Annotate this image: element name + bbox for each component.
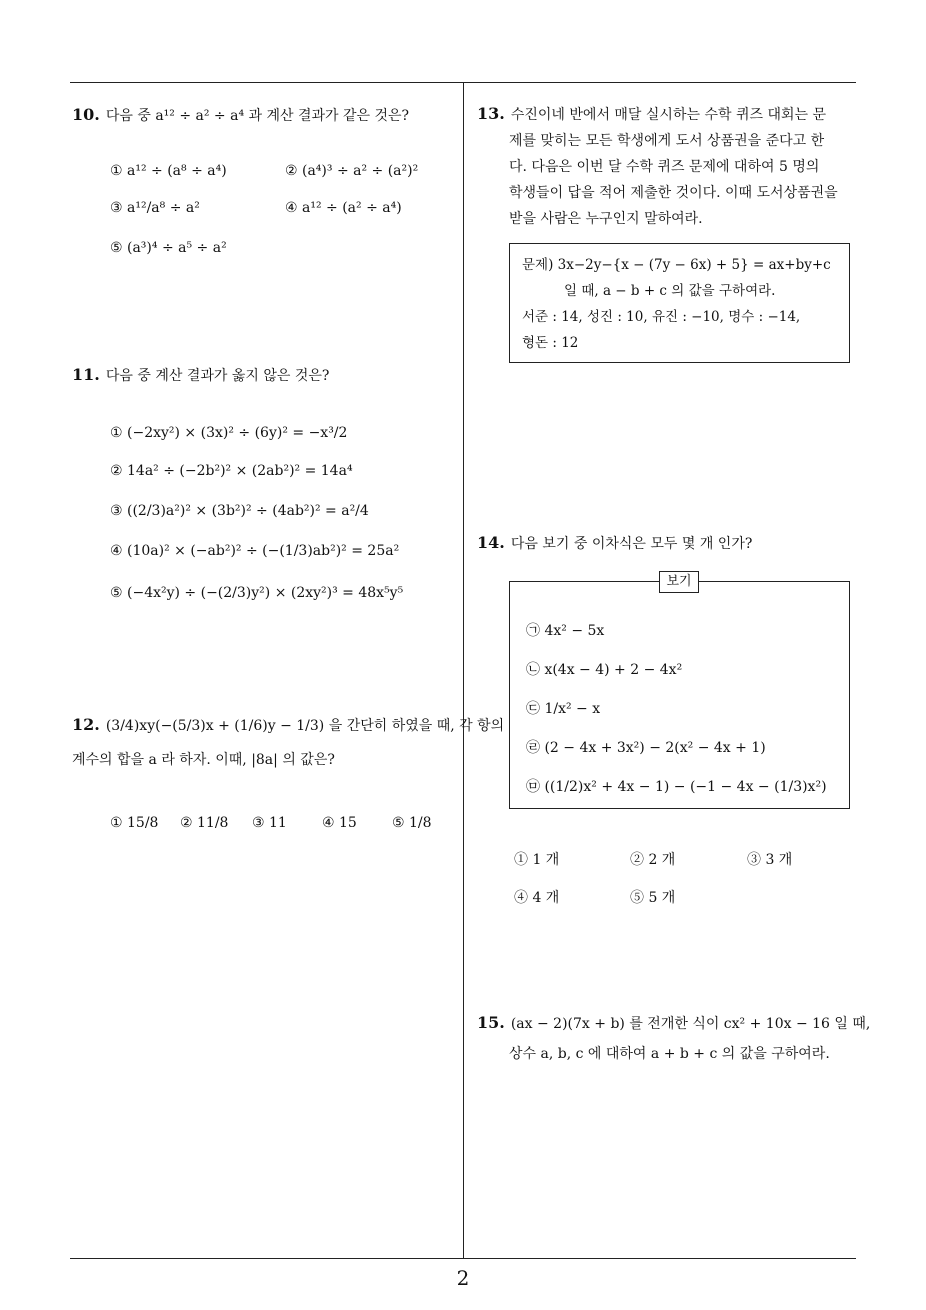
- bogi-item-1: ㉠ 4x² − 5x: [526, 623, 605, 639]
- q10-option-5[interactable]: ⑤ (a³)⁴ ÷ a⁵ ÷ a²: [110, 240, 227, 256]
- q12-option-2[interactable]: ② 11/8: [180, 815, 229, 831]
- page-number: 2: [456, 1266, 470, 1290]
- question-13: [477, 101, 862, 232]
- bottom-rule: [70, 1258, 856, 1259]
- question-number: 10.: [72, 105, 100, 124]
- box-line-1: 문제) 3x−2y−{x − (7y − 6x) + 5} = ax+by+c: [522, 257, 831, 273]
- question-15: [477, 1010, 871, 1067]
- question-text-line-1: (3/4)xy(−(5/3)x + (1/6)y − 1/3) 을 간단히 하였을 때, 각 항의: [105, 718, 505, 734]
- q11-option-2[interactable]: ② 14a² ÷ (−2b²)² × (2ab²)² = 14a⁴: [110, 463, 353, 479]
- question-10: [72, 102, 457, 129]
- question-line-3: 다. 다음은 이번 달 수학 퀴즈 문제에 대하여 5 명의: [509, 159, 820, 175]
- q12-option-3[interactable]: ③ 11: [252, 815, 287, 831]
- column-divider: [463, 83, 464, 1258]
- q13-problem-box: [509, 243, 850, 363]
- question-14: [477, 530, 862, 557]
- question-text-line-2: 계수의 합을 a 라 하자. 이때, |8a| 의 값은?: [72, 752, 335, 768]
- question-line-5: 받을 사람은 누구인지 말하여라.: [509, 211, 703, 227]
- question-number: 11.: [72, 365, 100, 384]
- q12-option-4[interactable]: ④ 15: [322, 815, 357, 831]
- box-line-3: 서준 : 14, 성진 : 10, 유진 : −10, 명수 : −14,: [522, 309, 801, 325]
- question-line-4: 학생들이 답을 적어 제출한 것이다. 이때 도서상품권을: [509, 185, 838, 201]
- q11-option-1[interactable]: ① (−2xy²) × (3x)² ÷ (6y)² = −x³/2: [110, 425, 348, 441]
- question-number: 12.: [72, 715, 100, 734]
- q14-option-2[interactable]: ② 2 개: [630, 852, 676, 868]
- bogi-item-3: ㉢ 1/x² − x: [526, 701, 601, 717]
- question-text: 다음 보기 중 이차식은 모두 몇 개 인가?: [510, 536, 753, 552]
- question-number: 15.: [477, 1013, 505, 1032]
- question-line-2: 제를 맞히는 모든 학생에게 도서 상품권을 준다고 한: [509, 133, 825, 149]
- q10-option-3[interactable]: ③ a¹²/a⁸ ÷ a²: [110, 200, 200, 216]
- q11-option-3[interactable]: ③ ((2/3)a²)² × (3b²)² ÷ (4ab²)² = a²/4: [110, 503, 369, 519]
- question-12: [72, 712, 505, 773]
- question-text: 다음 중 a¹² ÷ a² ÷ a⁴ 과 계산 결과가 같은 것은?: [105, 108, 410, 124]
- bogi-item-5: ㉤ ((1/2)x² + 4x − 1) − (−1 − 4x − (1/3)x²): [526, 779, 827, 795]
- bogi-item-2: ㉡ x(4x − 4) + 2 − 4x²: [526, 662, 683, 678]
- question-text: 다음 중 계산 결과가 옳지 않은 것은?: [105, 368, 330, 384]
- bogi-label: 보기: [659, 571, 699, 593]
- q10-option-1[interactable]: ① a¹² ÷ (a⁸ ÷ a⁴): [110, 163, 227, 179]
- q14-option-1[interactable]: ① 1 개: [514, 852, 560, 868]
- q14-option-5[interactable]: ⑤ 5 개: [630, 890, 676, 906]
- q14-option-3[interactable]: ③ 3 개: [747, 852, 793, 868]
- q14-bogi-box: [509, 581, 850, 809]
- question-number: 13.: [477, 104, 505, 123]
- question-text-line-2: 상수 a, b, c 에 대하여 a + b + c 의 값을 구하여라.: [509, 1046, 830, 1062]
- question-number: 14.: [477, 533, 505, 552]
- q12-option-5[interactable]: ⑤ 1/8: [392, 815, 432, 831]
- q14-option-4[interactable]: ④ 4 개: [514, 890, 560, 906]
- q10-option-4[interactable]: ④ a¹² ÷ (a² ÷ a⁴): [285, 200, 402, 216]
- question-11: [72, 362, 457, 389]
- bogi-item-4: ㉣ (2 − 4x + 3x²) − 2(x² − 4x + 1): [526, 740, 766, 756]
- box-line-4: 형돈 : 12: [522, 335, 579, 351]
- q12-option-1[interactable]: ① 15/8: [110, 815, 159, 831]
- q10-option-2[interactable]: ② (a⁴)³ ÷ a² ÷ (a²)²: [285, 163, 419, 179]
- box-line-2: 일 때, a − b + c 의 값을 구하여라.: [564, 283, 776, 299]
- question-text-line-1: (ax − 2)(7x + b) 를 전개한 식이 cx² + 10x − 16 일 때,: [510, 1016, 871, 1032]
- q11-option-4[interactable]: ④ (10a)² × (−ab²)² ÷ (−(1/3)ab²)² = 25a²: [110, 543, 400, 559]
- question-line-1: 수진이네 반에서 매달 실시하는 수학 퀴즈 대회는 문: [510, 107, 826, 123]
- q11-option-5[interactable]: ⑤ (−4x²y) ÷ (−(2/3)y²) × (2xy²)³ = 48x⁵y⁵: [110, 585, 404, 601]
